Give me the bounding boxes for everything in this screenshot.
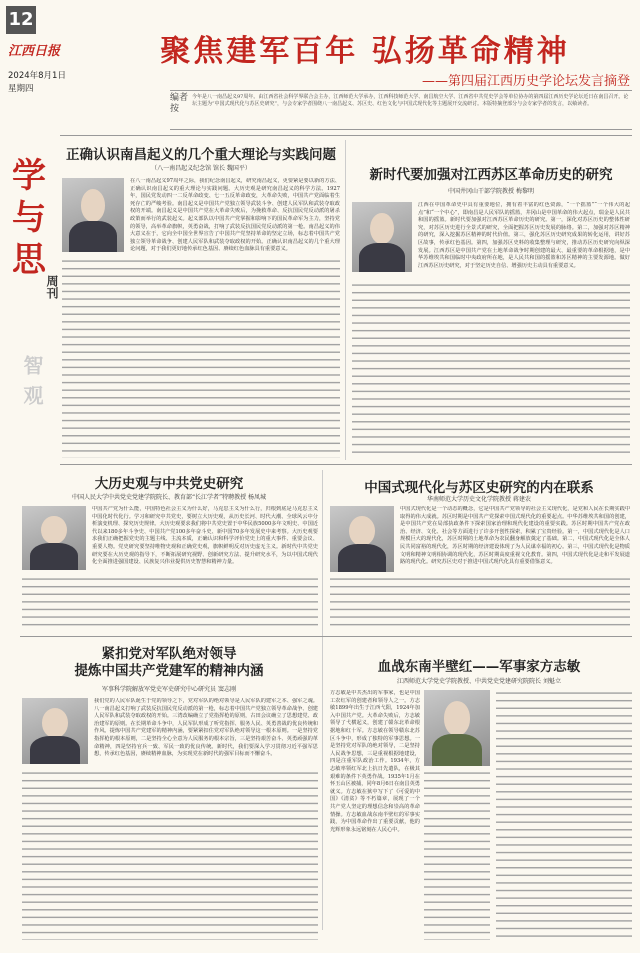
article-body: 方志敏是中共杰出的军事家，也是中国工农红军的创建者和领导人之一。方志敏1899年出生于江西弋阳，1924年加入中国共产党。大革命失败后，方志敏领导了弋横起义，创建了赣东北革命根据地和红十军。方志敏在领导赣东北苏区斗争中，形成了独特的军事思想。一是坚持党对军队的绝对领导，二是坚持人民战争思想，三是重视根据地建设，四是注重军队政治工作。1934年，方志敏率领红军北上抗日先遣队，在极其艰难的条件下英勇作战。1935年1月在怀玉山区被捕，同年8月6日在南昌英勇就义。方志敏在狱中写下了《可爱的中国》《清贫》等不朽篇章，展现了一个共产党人坚定的理想信念和崇高的革命情操。方志敏血战东南半壁红的军事实践，为中国革命作出了重要贡献，他的光辉形象永远铭刻在人民心中。 <box>330 690 420 833</box>
article-byline: 江西师范大学党史学院教授、中共党史党建研究院院长 刘魁立 <box>397 678 561 685</box>
article-body-continued <box>330 576 630 630</box>
date-line: 2024年8月1日 <box>8 71 66 81</box>
divider <box>20 636 632 637</box>
article-byline: 军事科学院解放军党史军史研究中心研究员 窦志刚 <box>102 686 236 693</box>
column-divider <box>322 470 323 930</box>
editor-note-label: 编者按 <box>170 93 189 114</box>
article-byline: （八一南昌起义纪念馆 馆长 魏国平） <box>151 165 251 172</box>
author-photo <box>22 698 88 764</box>
column-subtitle: 周刊 <box>45 275 59 299</box>
author-photo <box>22 506 86 570</box>
page-number: 12 <box>6 6 36 34</box>
article-title: 新时代要加强对江西苏区革命历史的研究 <box>369 167 613 183</box>
author-photo <box>62 178 124 252</box>
page-subheadline: ——第四届江西历史学论坛发言摘登 <box>421 74 630 89</box>
article-title: 血战东南半壁红——军事家方志敏 <box>377 659 581 675</box>
weekday-line: 星期四 <box>8 84 34 94</box>
article-byline: 中国井冈山干部学院教授 梅黎明 <box>448 188 534 195</box>
article-body: 我们党的人民军队诞生于党的领导之下，党对军队的绝对领导是人民军队的建军之本、强军之魂。八一南昌起义打响了武装反抗国民党反动派的第一枪，标志着中国共产党独立领导革命战争、创建人民军队和武装夺取政权的开始。三湾改编确立了党指挥枪的原则，古田会议确立了思想建党、政治建军的原则。在长期革命斗争中，人民军队形成了听党指挥、服务人民、英勇善战的优良传统和作风。提炼中国共产党建军的精神内涵，要紧紧扣住党对军队绝对领导这一根本原则。一是坚持党指挥枪的根本原则，二是坚持全心全意为人民服务的根本宗旨，三是坚持艰苦奋斗、英勇顽强的革命精神，四是坚持官兵一致、军民一致的优良传统。新时代，我们要深入学习贯彻习近平强军思想，传承红色基因，赓续精神血脉，为实现党在新时代的强军目标而不懈奋斗。 <box>94 698 318 758</box>
author-photo <box>330 506 394 572</box>
article-body-continued <box>496 690 632 940</box>
article-body: 中国共产党为什么能，中国特色社会主义为什么好，马克思主义为什么行，归根到底是马克思主义中国化时代化行。学习和研究中共党史，要树立大历史观，从历史长河、时代大潮、全球风云中分析演变机理、探究历史规律。大历史观要求我们将中共党史置于中华民族5000多年文明史、中国近代以来180多年斗争史、中国共产党100多年奋斗史、新中国70多年发展史中来考察。大历史观要求我们正确把握党史的主题主线、主流本质，正确认识和科学评价党史上的重大事件、重要会议、重要人物。党史研究要坚持唯物史观和正确党史观，旗帜鲜明反对历史虚无主义。新时代中共党史研究要在大历史观的指导下，不断拓展研究视野、创新研究方法、提升研究水平，为以中国式现代化全面推进强国建设、民族复兴伟业提供历史智慧和精神力量。 <box>92 506 318 566</box>
divider <box>60 464 632 465</box>
article-byline: 华南师范大学历史文化学院教授 蒋建农 <box>427 496 531 503</box>
article-title <box>20 646 318 680</box>
fang-zhimin-portrait <box>424 690 490 766</box>
article-body-continued <box>22 770 318 940</box>
article-body-continued <box>62 258 340 458</box>
divider <box>60 135 632 136</box>
article-title: 大历史观与中共党史研究 <box>94 476 244 492</box>
issue-date <box>8 70 66 96</box>
editor-note-text: 今年是八一南昌起义97周年。由江西省社会科学界联合会主办，江西师范大学承办，江西科技师范大学、南昌航空大学、江西省中共党史学会等单位协办的第四届江西历史学论坛近日在南昌召开。论坛主题为“中国式现代化与苏区史研究”，与会专家学者围绕八一南昌起义、苏区史、红色文化与中国式现代化等主题展开交流研讨。本版特摘登部分与会专家学者的发言，以飨读者。 <box>192 94 629 107</box>
column-title: 学与思 <box>12 156 46 280</box>
article-title: 正确认识南昌起义的几个重大理论与实践问题 <box>66 147 336 163</box>
article-body: 江西在中国革命史中具有重要地位，拥有着丰富的红色资源，“一个摇篮”“一个伟大的起点”和“一个中心”，即南昌是人民军队的摇篮，井冈山是中国革命的伟大起点，瑞金是人民共和国的摇篮。新时代要加强对江西苏区革命历史的研究。第一，深化对苏区历史的整体性研究，对苏区历史进行全景式的研究，全面把握苏区历史发展的脉络。第二，加强对苏区精神的研究，深入挖掘苏区精神的时代价值。第三，强化苏区历史研究成果的转化运用，讲好苏区故事，传承红色基因。第四，加强苏区史料的收集整理与研究，推动苏区历史研究向纵深发展。江西苏区是中国共产党在土地革命战争时期创建的最大、最重要的革命根据地，是中华苏维埃共和国临时中央政府所在地，是人民共和国的摇篮和苏区精神的主要发源地。做好江西苏区历史研究，对于坚定历史自信、增强历史主动具有重要意义。 <box>418 202 630 269</box>
article-body-continued <box>424 770 490 940</box>
newspaper-logo: 江西日报 <box>8 44 61 59</box>
page-headline: 聚焦建军百年 弘扬革命精神 <box>160 34 570 69</box>
article-body: 中国式现代化是一个动态的概念，它是中国共产党领导的社会主义现代化，是党和人民在长期实践中取得的伟大成就。苏区时期是中国共产党探索中国式现代化的重要起点。中华苏维埃共和国的创建，是中国共产党在局部执政条件下探索国家治理和现代化建设的重要实践。苏区时期中国共产党在政治、经济、文化、社会等方面进行了许多开创性探索，积累了宝贵经验。第一，中国式现代化是人口规模巨大的现代化，苏区时期的土地革命为农民翻身解放奠定了基础。第二，中国式现代化是全体人民共同富裕的现代化，苏区时期的经济建设体现了为人民谋幸福的初心。第三，中国式现代化是物质文明和精神文明相协调的现代化，苏区时期高度重视文化教育。第四，中国式现代化是走和平发展道路的现代化。研究苏区史对于推进中国式现代化具有重要借鉴意义。 <box>400 506 630 566</box>
article-body-continued <box>22 576 318 630</box>
article-title-line1: 紧扣党对军队绝对领导 <box>101 646 237 662</box>
article-body-continued <box>352 282 630 458</box>
editor-note <box>170 90 632 130</box>
column-section: 智观 <box>20 355 44 415</box>
column-divider <box>345 140 346 460</box>
article-title-line2: 提炼中国共产党建军的精神内涵 <box>74 663 264 679</box>
article-byline: 中国人民大学中共党史党建学院院长、教育部“长江学者”特聘教授 杨凤城 <box>71 494 267 501</box>
author-photo <box>352 202 412 272</box>
article-body: 在八一南昌起义97周年之际，我们纪念南昌起义，研究南昌起义，更要紧是要以新的方法、正确认识南昌起义的重大理论与实践问题。大历史观是研究南昌起义的科学方法。1927年，国民党发动四一二反革命政变、七一五反革命政变，大革命失败，中国共产党面临着生死存亡的严峻考验。南昌起义是中国共产党独立领导武装斗争、创建人民军队和武装夺取政权的开端。南昌起义是中国共产党在大革命失败后，为挽救革命、反抗国民党反动派的屠杀政策而举行的武装起义。起义部队以中国共产党掌握和影响下的国民革命军为主力，坚持党的领导，高举革命旗帜，英勇奋战，打响了武装反抗国民党反动派的第一枪。南昌起义的伟大意义在于，它向全中国全世界宣告了中国共产党坚持革命的坚定立场，标志着中国共产党独立领导革命战争、创建人民军队和武装夺取政权的开始。正确认识南昌起义的几个重大理论问题，对于我们更好地传承红色基因、赓续红色血脉具有重要意义。 <box>130 178 340 253</box>
article-title: 中国式现代化与苏区史研究的内在联系 <box>364 480 594 496</box>
